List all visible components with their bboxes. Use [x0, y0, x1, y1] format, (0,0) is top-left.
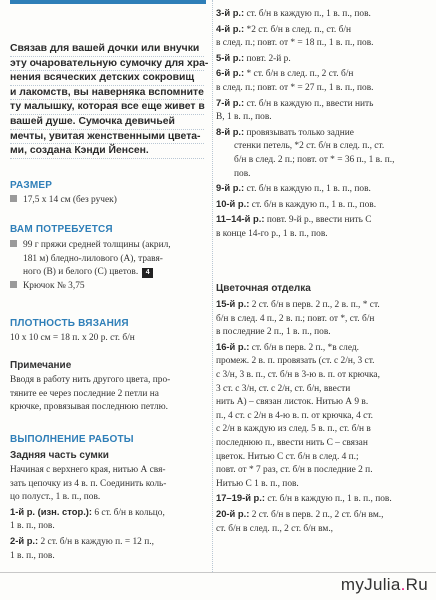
row-instruction	[216, 197, 428, 213]
row-text: повт. 2-й р.	[246, 53, 291, 64]
row-number: 20-й р.:	[216, 507, 250, 519]
page-bottom-rule	[0, 572, 436, 573]
row-number: 2-й р.:	[10, 534, 39, 546]
site-name: myJulia	[340, 575, 401, 594]
row-instruction	[216, 51, 428, 67]
column-divider	[212, 0, 213, 572]
row-text: ст. б/н в каждую п., ввести нить	[246, 98, 374, 109]
row-continuation: в след. п.; повт. от * = 18 п., 1 в. п., пов.	[216, 38, 374, 49]
gauge-heading: ПЛОТНОСТЬ ВЯЗАНИЯ	[10, 318, 129, 329]
row-number: 5-й р.:	[216, 51, 245, 63]
instruction-line: цо полуст., 1 в. п., пов.	[10, 492, 101, 503]
row-instruction	[216, 6, 428, 22]
row-text: *2 ст. б/н в след. п., ст. б/н	[246, 24, 351, 35]
yarn-line	[10, 239, 206, 253]
row-number: 9-й р.:	[216, 182, 245, 194]
row-continuation: в след. п.; повт. от * = 27 п., 1 в. п., пов.	[216, 82, 374, 93]
row-text: ст. б/н в каждую п., 1 в. п., пов.	[246, 184, 371, 195]
row-instruction	[216, 181, 428, 197]
row-continuation: последнюю п., ввести нить С – связан	[216, 437, 368, 448]
row-instruction	[216, 22, 428, 38]
row-text: 2 ст. б/н в перв. 2 п., 2 ст. б/н вм.,	[251, 509, 384, 520]
instruction-line: зать цепочку из 4 в. п. Соединить коль-	[10, 478, 167, 489]
row-instruction	[216, 212, 428, 228]
size-value-line	[10, 194, 206, 208]
bullet-square-icon	[10, 195, 17, 202]
row-text: ст. б/н в каждую п., 1 в. п., пов.	[246, 9, 371, 19]
materials-heading: ВАМ ПОТРЕБУЕТСЯ	[10, 224, 113, 235]
row-continuation: в конце 14-го р., 1 в. п., пов.	[216, 228, 328, 239]
note-line: тяните ее через последние 2 петли на	[10, 388, 159, 399]
row-continuation: промеж. 2 в. п. провязать (ст. с 2/н, 3 ст.	[216, 356, 375, 367]
row-text: ст. б/н в каждую п., 1 в. п., пов.	[267, 494, 392, 505]
hook-text: Крючок № 3,75	[23, 280, 85, 291]
row-text: * ст. б/н в след. п., 2 ст. б/н	[246, 69, 354, 80]
row-text: повт. 9-й р., ввести нить С	[266, 215, 372, 226]
row-text: ст. б/н в каждую п., 1 в. п., пов.	[251, 199, 377, 210]
intro-line: ми, создана Кэнди Йенсен.	[10, 144, 204, 159]
row-continuation: стенки петель, *2 ст. б/н в след. п., ст.	[234, 141, 385, 152]
bullet-square-icon	[10, 240, 17, 247]
row-instruction	[216, 125, 428, 141]
gauge-section	[10, 332, 206, 346]
site-dot: .	[400, 575, 406, 594]
back-part-heading: Задняя часть сумки	[10, 450, 109, 461]
row-continuation: повт. от * 7 раз, ст. б/н в последние 2 п.	[216, 465, 373, 476]
materials-section	[10, 239, 206, 293]
row-continuation: Нитью С 1 в. п., пов.	[216, 478, 299, 489]
row-continuation: В, 1 в. п., пов.	[216, 112, 272, 123]
note-section	[10, 374, 206, 415]
size-value: 17,5 х 14 см (без ручек)	[23, 195, 117, 205]
site-tld: Ru	[405, 575, 428, 594]
yarn-text: 99 г пряжи средней толщины (акрил,	[23, 240, 171, 250]
gauge-value: 10 х 10 см = 18 п. х 20 р. ст. б/н	[10, 333, 135, 343]
intro-line: и лакомств, вы наверняка вспомните	[10, 86, 204, 101]
row-text: провязывать только задние	[246, 127, 354, 138]
intro-line: мечты, увитая женственными цвета-	[10, 130, 204, 145]
yarn-line	[10, 266, 206, 280]
row-continuation: пов.	[234, 168, 251, 179]
row-number: 16-й р.:	[216, 340, 250, 352]
row-continuation: цветок. Нитью С ст. б/н в след. 4 п.;	[216, 451, 359, 462]
note-heading: Примечание	[10, 360, 72, 371]
size-section	[10, 194, 206, 208]
intro-accent-bar	[10, 0, 206, 4]
row-number: 11–14-й р.:	[216, 213, 265, 225]
intro-paragraph	[10, 42, 209, 159]
hook-line	[10, 280, 206, 294]
row-continuation: с 2/н в каждую из след. 5 в. п., ст. б/н в	[216, 424, 371, 435]
row-continuation: в последние 2 п., 1 в. п., пов.	[216, 327, 331, 338]
row-continuation: п., 4 ст. с 2/н в 4-ю в. п. от крючка, 4 ст.	[216, 410, 374, 421]
row-number: 15-й р.:	[216, 298, 250, 309]
row-text: 2 ст. б/н в каждую п. = 12 п.,	[40, 536, 154, 547]
site-watermark	[341, 575, 428, 595]
row-number: 8-й р.:	[216, 125, 245, 137]
row-continuation: б/н в след. 4 п., 2 в. п.; повт. от *, ст. б/н	[216, 313, 375, 324]
yarn-weight-badge-icon: 4	[142, 268, 153, 278]
row-instruction	[216, 297, 428, 313]
row-number: 7-й р.:	[216, 96, 245, 108]
rows-3-14-section	[216, 6, 428, 242]
row-continuation: б/н в след. 2 п.; повт. от * = 36 п., 1 в. п.,	[234, 154, 395, 165]
bullet-square-icon	[10, 281, 17, 288]
row-number: 4-й р.:	[216, 22, 245, 34]
row-continuation: с 3/н, 3 в. п., ст. б/н в 3-ю в. п. от крючка,	[216, 369, 380, 380]
row-text: 6 ст. б/н в кольцо,	[94, 507, 165, 518]
note-line: Вводя в работу нить другого цвета, про-	[10, 375, 171, 385]
instructions-heading: ВЫПОЛНЕНИЕ РАБОТЫ	[10, 434, 134, 445]
row-instruction	[10, 505, 206, 521]
row-continuation: нить А) – связан листок. Нитью А 9 в.	[216, 397, 369, 408]
row-continuation: 1 в. п., пов.	[10, 550, 55, 561]
intro-line: ту малышку, которая все еще живет в	[10, 100, 204, 115]
intro-line: нения всяческих детских сокровищ	[10, 71, 204, 86]
row-number: 3-й р.:	[216, 7, 245, 18]
yarn-line: 181 м) бледно-лилового (А), травя-	[23, 253, 163, 264]
row-instruction	[216, 340, 428, 356]
note-line: крючке, провязывая последнюю петлю.	[10, 402, 168, 413]
row-number: 6-й р.:	[216, 67, 245, 79]
intro-line: Связав для вашей дочки или внучки	[10, 42, 204, 57]
yarn-text: ного (В) и белого (С) цветов.	[23, 267, 139, 278]
row-instruction	[216, 96, 428, 112]
row-number: 10-й р.:	[216, 197, 250, 209]
intro-line: эту очаровательную сумочку для хра-	[10, 57, 204, 72]
row-instruction	[216, 507, 428, 523]
intro-line: вашей душе. Сумочка девичьей	[10, 115, 204, 130]
row-instruction	[10, 534, 206, 550]
row-instruction	[216, 66, 428, 82]
instruction-line: Начиная с верхнего края, нитью А свя-	[10, 465, 166, 475]
row-number: 1-й р. (изн. стор.):	[10, 505, 93, 517]
row-continuation: ст. б/н в след. п., 2 ст. б/н вм.,	[216, 523, 334, 534]
row-continuation: 1 в. п., пов.	[10, 521, 55, 532]
back-part-section	[10, 464, 206, 563]
row-continuation: 3 ст. с 3/н, ст. с 2/н, ст. б/н, ввести	[216, 383, 351, 394]
row-instruction	[216, 491, 428, 507]
floral-section	[216, 297, 428, 536]
row-number: 17–19-й р.:	[216, 492, 266, 504]
row-text: 2 ст. б/н в перв. 2 п., 2 в. п., * ст.	[251, 300, 380, 310]
floral-heading: Цветочная отделка	[216, 283, 311, 294]
row-text: ст. б/н в перв. 2 п., *в след.	[251, 342, 359, 353]
size-heading: РАЗМЕР	[10, 180, 53, 191]
